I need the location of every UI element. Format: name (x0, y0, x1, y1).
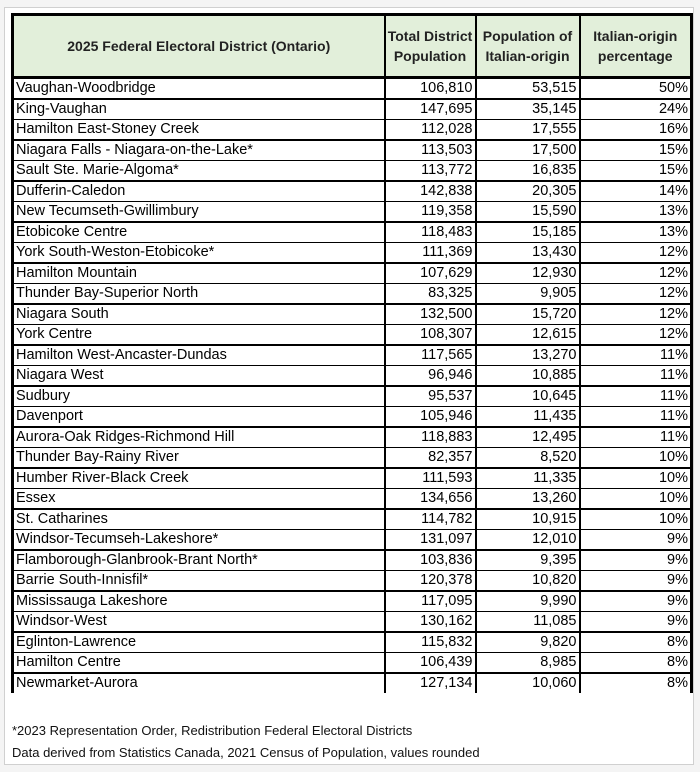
district-cell: Humber River-Black Creek (13, 468, 385, 489)
italian-population-cell: 13,430 (476, 243, 580, 264)
table-row (13, 99, 692, 120)
total-population-cell: 120,378 (385, 571, 476, 592)
italian-percentage-cell: 9% (580, 571, 692, 592)
italian-percentage-cell: 14% (580, 181, 692, 202)
table-row (13, 284, 692, 305)
total-population-cell: 108,307 (385, 325, 476, 346)
district-cell: Newmarket-Aurora (13, 673, 385, 693)
total-population-cell: 111,593 (385, 468, 476, 489)
total-population-cell: 112,028 (385, 120, 476, 141)
district-cell: Flamborough-Glanbrook-Brant North* (13, 550, 385, 571)
italian-percentage-cell: 8% (580, 632, 692, 653)
district-cell: Niagara Falls - Niagara-on-the-Lake* (13, 140, 385, 161)
table-row (13, 550, 692, 571)
italian-percentage-cell: 9% (580, 530, 692, 551)
table-row (13, 181, 692, 202)
district-cell: Thunder Bay-Rainy River (13, 448, 385, 469)
table-row (13, 653, 692, 674)
header-row (13, 15, 692, 78)
table-row (13, 591, 692, 612)
table-row (13, 632, 692, 653)
italian-percentage-cell: 10% (580, 448, 692, 469)
italian-population-cell: 13,260 (476, 489, 580, 510)
district-cell: Eglinton-Lawrence (13, 632, 385, 653)
italian-population-cell: 9,820 (476, 632, 580, 653)
table-row (13, 345, 692, 366)
italian-population-cell: 12,010 (476, 530, 580, 551)
italian-population-cell: 9,990 (476, 591, 580, 612)
district-cell: Barrie South-Innisfil* (13, 571, 385, 592)
district-cell: Essex (13, 489, 385, 510)
total-population-cell: 118,483 (385, 222, 476, 243)
table-row (13, 448, 692, 469)
total-population-cell: 132,500 (385, 304, 476, 325)
header-italian-percentage: Italian-origin percentage (580, 15, 692, 78)
total-population-cell: 83,325 (385, 284, 476, 305)
italian-percentage-cell: 12% (580, 263, 692, 284)
table-row (13, 468, 692, 489)
district-cell: Vaughan-Woodbridge (13, 78, 385, 100)
district-cell: Hamilton West-Ancaster-Dundas (13, 345, 385, 366)
italian-percentage-cell: 11% (580, 427, 692, 448)
italian-population-cell: 12,495 (476, 427, 580, 448)
table-row (13, 509, 692, 530)
total-population-cell: 117,095 (385, 591, 476, 612)
italian-population-cell: 16,835 (476, 161, 580, 182)
italian-percentage-cell: 11% (580, 366, 692, 387)
italian-percentage-cell: 9% (580, 591, 692, 612)
total-population-cell: 103,836 (385, 550, 476, 571)
table-row (13, 222, 692, 243)
total-population-cell: 134,656 (385, 489, 476, 510)
total-population-cell: 113,503 (385, 140, 476, 161)
italian-percentage-cell: 12% (580, 304, 692, 325)
table-row (13, 304, 692, 325)
total-population-cell: 115,832 (385, 632, 476, 653)
italian-percentage-cell: 9% (580, 612, 692, 633)
italian-percentage-cell: 50% (580, 78, 692, 100)
italian-population-cell: 8,985 (476, 653, 580, 674)
notes (12, 720, 480, 764)
italian-population-cell: 20,305 (476, 181, 580, 202)
total-population-cell: 118,883 (385, 427, 476, 448)
source-note: Data derived from Statistics Canada, 2021 Census of Population, values rounded (12, 745, 480, 760)
footnote: *2023 Representation Order, Redistribution Federal Electoral Districts (12, 723, 413, 738)
document-frame (4, 7, 694, 765)
header-district: 2025 Federal Electoral District (Ontario) (13, 15, 385, 78)
italian-percentage-cell: 13% (580, 202, 692, 223)
table-row (13, 325, 692, 346)
table-row (13, 120, 692, 141)
table-row (13, 366, 692, 387)
district-cell: Niagara West (13, 366, 385, 387)
total-population-cell: 142,838 (385, 181, 476, 202)
italian-population-cell: 53,515 (476, 78, 580, 100)
district-cell: Mississauga Lakeshore (13, 591, 385, 612)
district-cell: York South-Weston-Etobicoke* (13, 243, 385, 264)
italian-population-cell: 9,905 (476, 284, 580, 305)
district-cell: Niagara South (13, 304, 385, 325)
total-population-cell: 82,357 (385, 448, 476, 469)
district-cell: Windsor-Tecumseh-Lakeshore* (13, 530, 385, 551)
italian-population-cell: 12,615 (476, 325, 580, 346)
italian-population-cell: 15,590 (476, 202, 580, 223)
italian-percentage-cell: 12% (580, 325, 692, 346)
district-cell: Sudbury (13, 386, 385, 407)
district-cell: Windsor-West (13, 612, 385, 633)
total-population-cell: 127,134 (385, 673, 476, 693)
district-cell: Hamilton Mountain (13, 263, 385, 284)
table-row (13, 140, 692, 161)
district-cell: Aurora-Oak Ridges-Richmond Hill (13, 427, 385, 448)
italian-population-cell: 11,335 (476, 468, 580, 489)
italian-population-cell: 11,435 (476, 407, 580, 428)
district-cell: Etobicoke Centre (13, 222, 385, 243)
italian-population-cell: 11,085 (476, 612, 580, 633)
district-cell: Davenport (13, 407, 385, 428)
italian-population-cell: 10,885 (476, 366, 580, 387)
table-row (13, 571, 692, 592)
table-row (13, 612, 692, 633)
italian-percentage-cell: 13% (580, 222, 692, 243)
table-row (13, 427, 692, 448)
table-row (13, 202, 692, 223)
italian-population-cell: 8,520 (476, 448, 580, 469)
table-body (13, 78, 692, 694)
district-cell: King-Vaughan (13, 99, 385, 120)
italian-population-cell: 10,645 (476, 386, 580, 407)
italian-percentage-cell: 16% (580, 120, 692, 141)
italian-percentage-cell: 12% (580, 284, 692, 305)
italian-percentage-cell: 15% (580, 161, 692, 182)
italian-population-cell: 9,395 (476, 550, 580, 571)
district-cell: Sault Ste. Marie-Algoma* (13, 161, 385, 182)
table-row (13, 263, 692, 284)
italian-percentage-cell: 11% (580, 345, 692, 366)
total-population-cell: 114,782 (385, 509, 476, 530)
total-population-cell: 96,946 (385, 366, 476, 387)
total-population-cell: 95,537 (385, 386, 476, 407)
table-row (13, 243, 692, 264)
header-total-population: Total District Population (385, 15, 476, 78)
table-row (13, 78, 692, 100)
total-population-cell: 147,695 (385, 99, 476, 120)
district-cell: Hamilton Centre (13, 653, 385, 674)
total-population-cell: 113,772 (385, 161, 476, 182)
district-cell: Dufferin-Caledon (13, 181, 385, 202)
district-cell: York Centre (13, 325, 385, 346)
italian-percentage-cell: 11% (580, 386, 692, 407)
table-row (13, 161, 692, 182)
italian-percentage-cell: 8% (580, 653, 692, 674)
italian-population-cell: 13,270 (476, 345, 580, 366)
italian-population-cell: 10,915 (476, 509, 580, 530)
header-italian-population: Population of Italian-origin (476, 15, 580, 78)
italian-population-cell: 10,820 (476, 571, 580, 592)
italian-population-cell: 10,060 (476, 673, 580, 693)
italian-population-cell: 12,930 (476, 263, 580, 284)
italian-population-cell: 35,145 (476, 99, 580, 120)
italian-percentage-cell: 15% (580, 140, 692, 161)
total-population-cell: 117,565 (385, 345, 476, 366)
table-row (13, 489, 692, 510)
italian-population-cell: 17,500 (476, 140, 580, 161)
italian-percentage-cell: 8% (667, 675, 688, 691)
italian-population-cell: 17,555 (476, 120, 580, 141)
total-population-cell: 107,629 (385, 263, 476, 284)
italian-population-cell: 15,720 (476, 304, 580, 325)
table-row (13, 407, 692, 428)
total-population-cell: 131,097 (385, 530, 476, 551)
district-cell: Hamilton East-Stoney Creek (13, 120, 385, 141)
district-cell: Thunder Bay-Superior North (13, 284, 385, 305)
total-population-cell: 130,162 (385, 612, 476, 633)
total-population-cell: 106,810 (385, 78, 476, 100)
table-row (13, 530, 692, 551)
total-population-cell: 111,369 (385, 243, 476, 264)
italian-percentage-cell: 10% (580, 468, 692, 489)
italian-origin-table (11, 13, 693, 693)
italian-percentage-cell: 10% (580, 489, 692, 510)
italian-percentage-cell: 11% (580, 407, 692, 428)
district-cell: St. Catharines (13, 509, 385, 530)
italian-percentage-cell: 9% (580, 550, 692, 571)
italian-percentage-cell: 12% (580, 243, 692, 264)
italian-percentage-cell: 24% (580, 99, 692, 120)
italian-population-cell: 15,185 (476, 222, 580, 243)
italian-percentage-cell: 10% (580, 509, 692, 530)
district-cell: New Tecumseth-Gwillimbury (13, 202, 385, 223)
table-row (13, 673, 692, 693)
total-population-cell: 119,358 (385, 202, 476, 223)
total-population-cell: 106,439 (385, 653, 476, 674)
total-population-cell: 105,946 (385, 407, 476, 428)
table-row (13, 386, 692, 407)
